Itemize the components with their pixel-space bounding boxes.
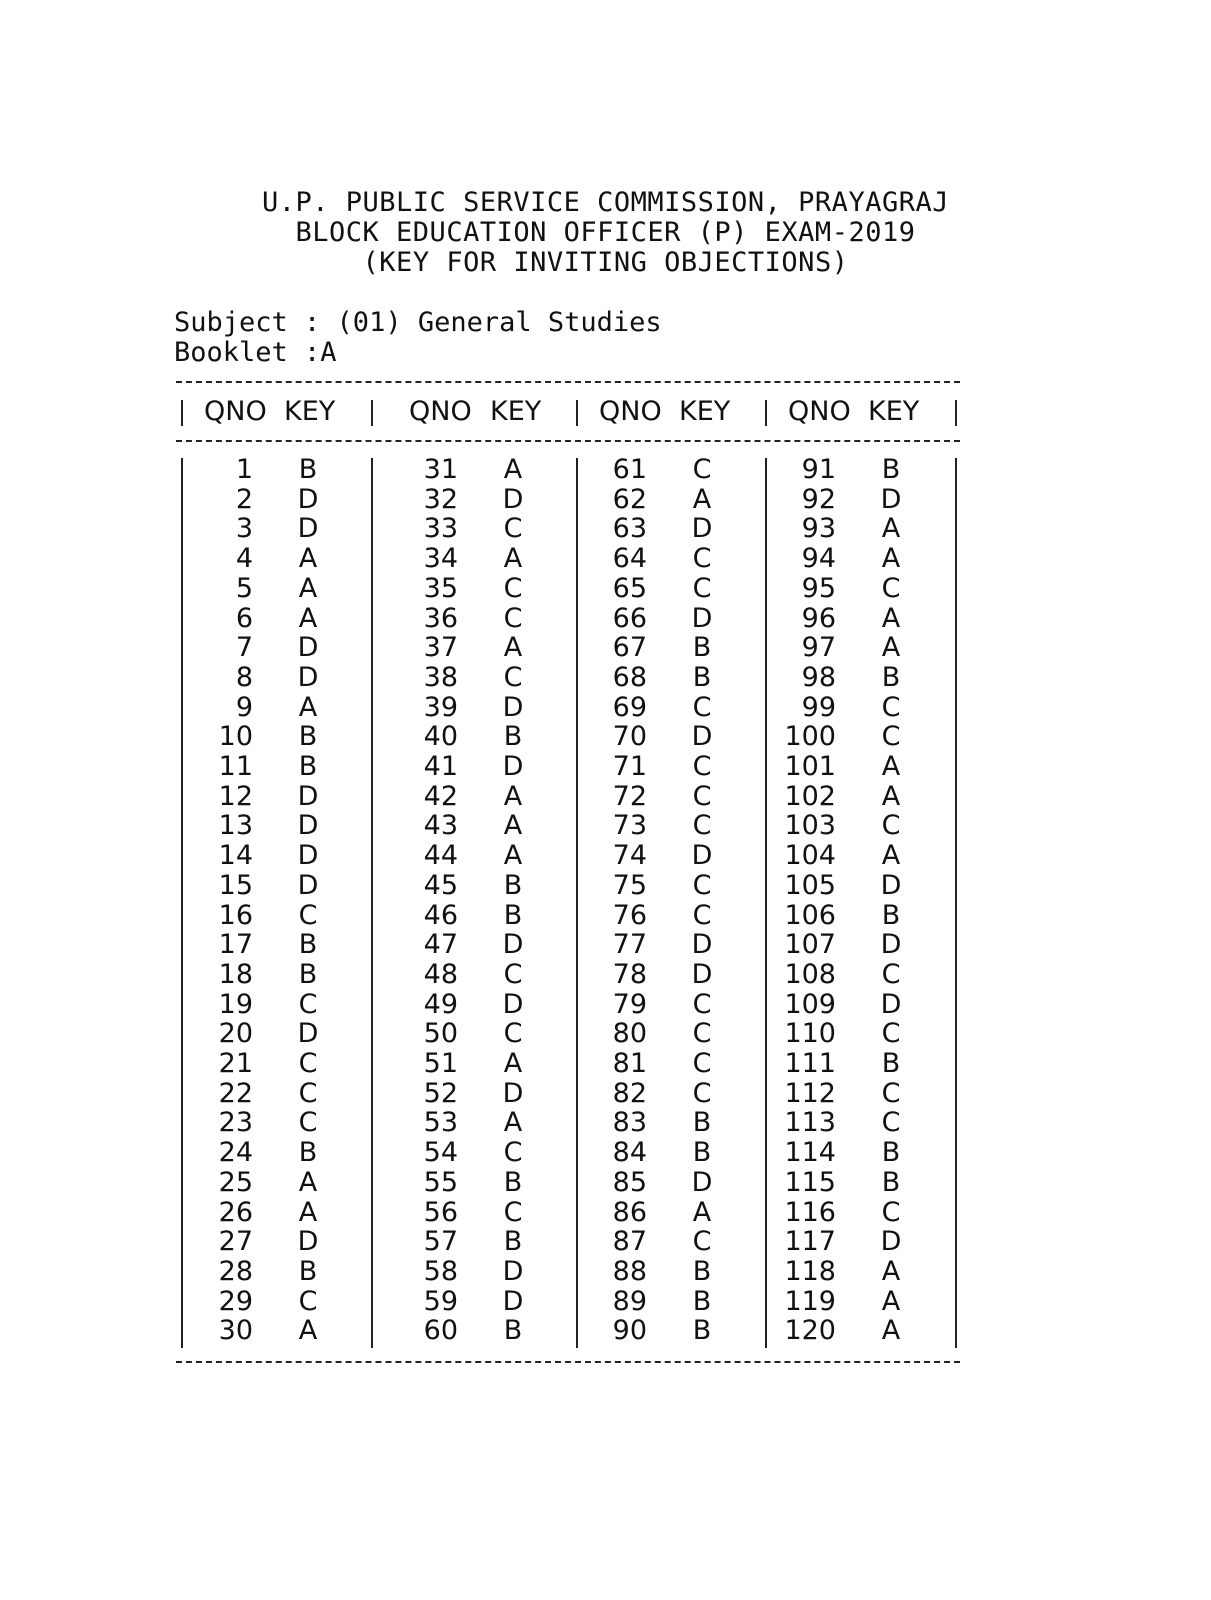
answer-key: A <box>881 513 901 545</box>
key-column-header: KEY <box>868 396 920 427</box>
answer-key: D <box>880 929 902 961</box>
header-separator <box>955 400 957 426</box>
question-number: 113 <box>784 1107 836 1139</box>
qno-column-header: QNO <box>409 396 472 427</box>
question-number: 5 <box>235 572 253 604</box>
booklet-label: Booklet :A <box>174 337 337 368</box>
question-number: 6 <box>235 602 253 634</box>
answer-key: C <box>692 751 712 782</box>
question-number: 111 <box>784 1048 836 1079</box>
question-number: 76 <box>612 899 647 931</box>
question-number: 99 <box>801 691 836 723</box>
answer-key: D <box>297 840 319 872</box>
question-number: 25 <box>218 1166 253 1198</box>
answer-key: D <box>691 929 713 961</box>
answer-key: C <box>503 572 523 604</box>
question-number: 34 <box>423 543 458 575</box>
question-number: 67 <box>612 632 647 664</box>
answer-key: A <box>881 632 901 664</box>
answer-key: C <box>881 1196 901 1228</box>
answer-key: D <box>691 958 713 990</box>
question-number: 33 <box>423 513 458 545</box>
answer-key: C <box>692 869 712 901</box>
question-number: 118 <box>784 1255 836 1287</box>
answer-key: C <box>692 988 712 1020</box>
answer-key: D <box>297 1018 319 1050</box>
answer-key: A <box>881 780 901 812</box>
question-number: 110 <box>784 1018 836 1050</box>
question-number: 116 <box>784 1196 836 1228</box>
answer-key: D <box>297 661 319 693</box>
question-number: 70 <box>612 721 647 753</box>
answer-key: A <box>298 1166 318 1198</box>
answer-key: A <box>298 691 318 723</box>
header-separator <box>371 400 373 426</box>
answer-key: C <box>298 1048 318 1079</box>
subject-label: Subject : (01) General Studies <box>174 307 662 338</box>
answer-key: D <box>691 840 713 872</box>
question-number: 103 <box>784 810 836 842</box>
answer-key: D <box>880 988 902 1020</box>
qno-column-header: QNO <box>599 396 662 427</box>
header-separator <box>181 400 183 426</box>
answer-key: B <box>298 751 318 782</box>
question-number: 32 <box>423 483 458 515</box>
answer-key: A <box>503 810 523 842</box>
answer-key: C <box>881 1018 901 1050</box>
question-number: 42 <box>423 780 458 812</box>
question-number: 53 <box>423 1107 458 1139</box>
question-number: 7 <box>235 632 253 664</box>
answer-key: D <box>297 810 319 842</box>
question-number: 14 <box>218 840 253 872</box>
question-number: 86 <box>612 1196 647 1228</box>
answer-key: A <box>881 1255 901 1287</box>
answer-key: A <box>298 543 318 575</box>
question-number: 50 <box>423 1018 458 1050</box>
question-number: 45 <box>423 869 458 901</box>
question-number: 73 <box>612 810 647 842</box>
key-column-header: KEY <box>284 396 336 427</box>
answer-key: C <box>692 899 712 931</box>
answer-key: C <box>881 1107 901 1139</box>
question-number: 105 <box>784 869 836 901</box>
question-number: 81 <box>612 1048 647 1079</box>
bottom-rule <box>176 1361 960 1363</box>
question-number: 91 <box>801 454 836 485</box>
answer-key: D <box>502 1285 524 1317</box>
question-number: 28 <box>218 1255 253 1287</box>
answer-key: B <box>503 1315 523 1347</box>
column-separator <box>371 458 373 1348</box>
answer-key: C <box>503 661 523 693</box>
answer-key: D <box>691 602 713 634</box>
key-column-header: KEY <box>490 396 542 427</box>
answer-key: C <box>692 1048 712 1079</box>
question-number: 79 <box>612 988 647 1020</box>
answer-key: B <box>881 1048 901 1079</box>
question-number: 10 <box>218 721 253 753</box>
answer-key: A <box>881 543 901 575</box>
question-number: 115 <box>784 1166 836 1198</box>
answer-key: C <box>692 572 712 604</box>
answer-key: B <box>298 454 318 485</box>
answer-key: C <box>692 1018 712 1050</box>
question-number: 83 <box>612 1107 647 1139</box>
question-number: 37 <box>423 632 458 664</box>
answer-key: A <box>298 602 318 634</box>
key-column-header: KEY <box>679 396 731 427</box>
top-rule <box>176 381 960 383</box>
answer-key: A <box>881 751 901 782</box>
question-number: 95 <box>801 572 836 604</box>
answer-key: C <box>503 602 523 634</box>
question-number: 59 <box>423 1285 458 1317</box>
answer-key: A <box>692 1196 712 1228</box>
question-number: 85 <box>612 1166 647 1198</box>
question-number: 90 <box>612 1315 647 1347</box>
question-number: 74 <box>612 840 647 872</box>
question-number: 4 <box>235 543 253 575</box>
answer-key: D <box>502 483 524 515</box>
answer-key: C <box>503 513 523 545</box>
question-number: 101 <box>784 751 836 782</box>
answer-key: B <box>881 454 901 485</box>
question-number: 20 <box>218 1018 253 1050</box>
question-number: 44 <box>423 840 458 872</box>
question-number: 78 <box>612 958 647 990</box>
question-number: 24 <box>218 1137 253 1169</box>
question-number: 94 <box>801 543 836 575</box>
answer-key: A <box>503 1107 523 1139</box>
question-number: 104 <box>784 840 836 872</box>
answer-key: B <box>503 1166 523 1198</box>
answer-key: B <box>692 1137 712 1169</box>
question-number: 16 <box>218 899 253 931</box>
question-number: 27 <box>218 1226 253 1258</box>
key-subtitle: (KEY FOR INVITING OBJECTIONS) <box>362 247 849 278</box>
answer-key: A <box>503 454 523 485</box>
answer-key: D <box>297 780 319 812</box>
question-number: 57 <box>423 1226 458 1258</box>
answer-key: B <box>692 1255 712 1287</box>
answer-key: B <box>503 899 523 931</box>
question-number: 80 <box>612 1018 647 1050</box>
question-number: 38 <box>423 661 458 693</box>
question-number: 48 <box>423 958 458 990</box>
answer-key: B <box>692 1315 712 1347</box>
answer-key: A <box>503 632 523 664</box>
qno-column-header: QNO <box>788 396 851 427</box>
question-number: 88 <box>612 1255 647 1287</box>
answer-key: D <box>297 513 319 545</box>
question-number: 46 <box>423 899 458 931</box>
question-number: 114 <box>784 1137 836 1169</box>
question-number: 49 <box>423 988 458 1020</box>
question-number: 55 <box>423 1166 458 1198</box>
answer-key: C <box>881 721 901 753</box>
answer-key: C <box>298 899 318 931</box>
question-number: 2 <box>235 483 253 515</box>
answer-key: C <box>881 958 901 990</box>
question-number: 82 <box>612 1077 647 1109</box>
question-number: 39 <box>423 691 458 723</box>
question-number: 1 <box>235 454 253 485</box>
answer-key: D <box>297 869 319 901</box>
question-number: 97 <box>801 632 836 664</box>
answer-key: A <box>503 840 523 872</box>
answer-key: D <box>691 721 713 753</box>
qno-column-header: QNO <box>204 396 267 427</box>
answer-key: D <box>297 483 319 515</box>
answer-key: D <box>880 483 902 515</box>
question-number: 43 <box>423 810 458 842</box>
question-number: 72 <box>612 780 647 812</box>
question-number: 98 <box>801 661 836 693</box>
answer-key: C <box>298 1285 318 1317</box>
question-number: 12 <box>218 780 253 812</box>
answer-key: B <box>881 661 901 693</box>
question-number: 8 <box>235 661 253 693</box>
exam-title: BLOCK EDUCATION OFFICER (P) EXAM-2019 <box>295 217 916 248</box>
question-number: 41 <box>423 751 458 782</box>
question-number: 52 <box>423 1077 458 1109</box>
question-number: 66 <box>612 602 647 634</box>
question-number: 62 <box>612 483 647 515</box>
question-number: 75 <box>612 869 647 901</box>
answer-key: B <box>881 899 901 931</box>
answer-key: D <box>502 751 524 782</box>
question-number: 92 <box>801 483 836 515</box>
answer-key: C <box>881 572 901 604</box>
question-number: 58 <box>423 1255 458 1287</box>
question-number: 61 <box>612 454 647 485</box>
question-number: 107 <box>784 929 836 961</box>
answer-key: B <box>881 1137 901 1169</box>
question-number: 47 <box>423 929 458 961</box>
question-number: 93 <box>801 513 836 545</box>
question-number: 77 <box>612 929 647 961</box>
question-number: 109 <box>784 988 836 1020</box>
question-number: 30 <box>218 1315 253 1347</box>
question-number: 35 <box>423 572 458 604</box>
answer-key: A <box>503 780 523 812</box>
answer-key: C <box>298 1107 318 1139</box>
answer-key: C <box>503 1196 523 1228</box>
question-number: 112 <box>784 1077 836 1109</box>
answer-key: C <box>692 691 712 723</box>
answer-key: C <box>692 810 712 842</box>
answer-key: C <box>881 691 901 723</box>
answer-key: A <box>503 1048 523 1079</box>
answer-key: B <box>692 1285 712 1317</box>
answer-key: B <box>298 1255 318 1287</box>
question-number: 26 <box>218 1196 253 1228</box>
question-number: 65 <box>612 572 647 604</box>
answer-key: B <box>692 1107 712 1139</box>
answer-key: D <box>880 869 902 901</box>
question-number: 51 <box>423 1048 458 1079</box>
answer-key: C <box>503 1137 523 1169</box>
question-number: 89 <box>612 1285 647 1317</box>
answer-key: C <box>692 454 712 485</box>
answer-key: A <box>881 1315 901 1347</box>
answer-key: B <box>881 1166 901 1198</box>
header-separator <box>765 400 767 426</box>
question-number: 64 <box>612 543 647 575</box>
question-number: 71 <box>612 751 647 782</box>
question-number: 9 <box>235 691 253 723</box>
question-number: 17 <box>218 929 253 961</box>
answer-key: B <box>503 869 523 901</box>
answer-key: C <box>298 988 318 1020</box>
answer-key: C <box>881 810 901 842</box>
question-number: 87 <box>612 1226 647 1258</box>
answer-key: B <box>298 958 318 990</box>
question-number: 108 <box>784 958 836 990</box>
answer-key: B <box>503 1226 523 1258</box>
question-number: 15 <box>218 869 253 901</box>
question-number: 96 <box>801 602 836 634</box>
answer-key: B <box>298 1137 318 1169</box>
answer-key: C <box>692 1226 712 1258</box>
question-number: 21 <box>218 1048 253 1079</box>
answer-key: A <box>298 1196 318 1228</box>
question-number: 68 <box>612 661 647 693</box>
answer-key: D <box>297 1226 319 1258</box>
answer-key: A <box>881 602 901 634</box>
column-separator <box>955 458 957 1348</box>
answer-key: D <box>502 1255 524 1287</box>
answer-key: B <box>298 929 318 961</box>
answer-key: B <box>503 721 523 753</box>
answer-key: D <box>502 988 524 1020</box>
answer-key: A <box>503 543 523 575</box>
answer-key: C <box>692 780 712 812</box>
question-number: 119 <box>784 1285 836 1317</box>
answer-key: D <box>502 691 524 723</box>
answer-key: C <box>692 1077 712 1109</box>
question-number: 13 <box>218 810 253 842</box>
answer-key: B <box>692 661 712 693</box>
answer-key: C <box>881 1077 901 1109</box>
question-number: 29 <box>218 1285 253 1317</box>
question-number: 102 <box>784 780 836 812</box>
question-number: 54 <box>423 1137 458 1169</box>
question-number: 56 <box>423 1196 458 1228</box>
answer-key: A <box>298 572 318 604</box>
answer-key: D <box>880 1226 902 1258</box>
question-number: 36 <box>423 602 458 634</box>
question-number: 31 <box>423 454 458 485</box>
answer-key: B <box>692 632 712 664</box>
question-number: 69 <box>612 691 647 723</box>
header-rule <box>176 440 960 442</box>
commission-title: U.P. PUBLIC SERVICE COMMISSION, PRAYAGRAJ <box>262 187 949 218</box>
answer-key: A <box>881 1285 901 1317</box>
answer-key: D <box>691 513 713 545</box>
question-number: 60 <box>423 1315 458 1347</box>
question-number: 19 <box>218 988 253 1020</box>
question-number: 63 <box>612 513 647 545</box>
question-number: 18 <box>218 958 253 990</box>
answer-key: D <box>502 1077 524 1109</box>
question-number: 117 <box>784 1226 836 1258</box>
answer-key: A <box>881 840 901 872</box>
question-number: 40 <box>423 721 458 753</box>
question-number: 106 <box>784 899 836 931</box>
question-number: 11 <box>218 751 253 782</box>
header-separator <box>576 400 578 426</box>
answer-key: C <box>503 958 523 990</box>
answer-key: D <box>691 1166 713 1198</box>
answer-key: C <box>298 1077 318 1109</box>
question-number: 22 <box>218 1077 253 1109</box>
answer-key: C <box>692 543 712 575</box>
question-number: 3 <box>235 513 253 545</box>
answer-key: D <box>502 929 524 961</box>
answer-key: A <box>692 483 712 515</box>
answer-key: D <box>297 632 319 664</box>
answer-key: C <box>503 1018 523 1050</box>
question-number: 23 <box>218 1107 253 1139</box>
question-number: 120 <box>784 1315 836 1347</box>
question-number: 84 <box>612 1137 647 1169</box>
answer-key: B <box>298 721 318 753</box>
answer-key: A <box>298 1315 318 1347</box>
question-number: 100 <box>784 721 836 753</box>
